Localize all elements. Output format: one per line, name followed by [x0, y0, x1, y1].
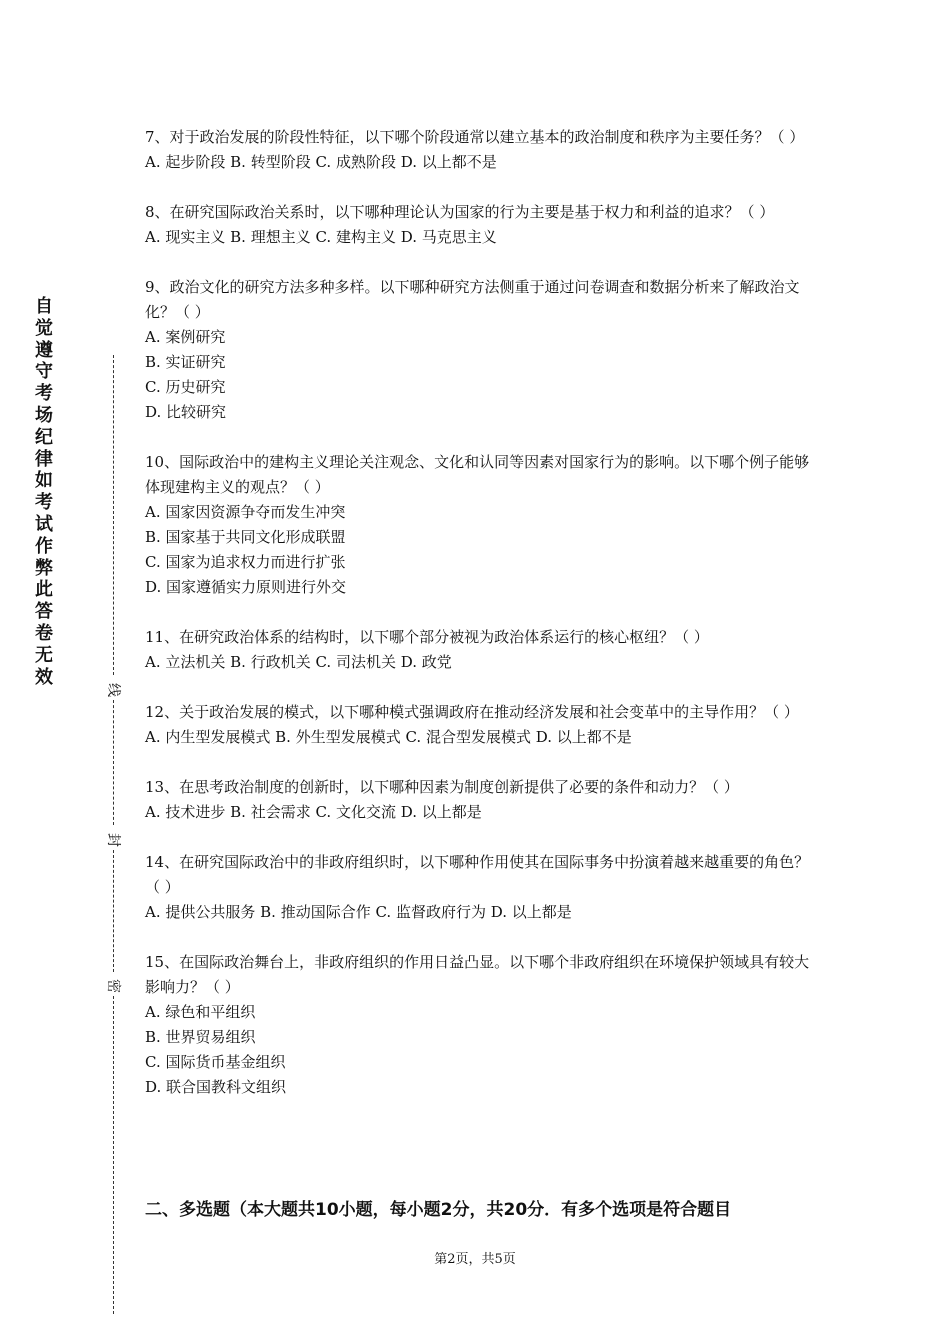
question-item	[145, 625, 815, 675]
question-item	[145, 450, 815, 600]
question-options: A. 起步阶段 B. 转型阶段 C. 成熟阶段 D. 以上都不是	[145, 153, 497, 171]
question-options: A. 技术进步 B. 社会需求 C. 文化交流 D. 以上都是	[145, 803, 482, 821]
page-footer: 第2页，共5页	[434, 1252, 516, 1267]
question-options: D. 比较研究	[145, 403, 227, 421]
question-options: A. 立法机关 B. 行政机关 C. 司法机关 D. 政党	[145, 653, 452, 671]
question-options: C. 国家为追求权力而进行扩张	[145, 553, 346, 571]
question-options: C. 国际货币基金组织	[145, 1053, 286, 1071]
question-options: D. 国家遵循实力原则进行外交	[145, 578, 347, 596]
question-options: B. 实证研究	[145, 353, 226, 371]
binding-label-line: 线	[104, 682, 124, 698]
question-stem: 12、关于政治发展的模式，以下哪种模式强调政府在推动经济发展和社会变革中的主导作用？（ ）	[145, 703, 799, 721]
question-options: D. 联合国教科文组织	[145, 1078, 287, 1096]
question-stem: 7、对于政治发展的阶段性特征，以下哪个阶段通常以建立基本的政治制度和秩序为主要任务？（ ）	[145, 128, 805, 146]
question-options: B. 世界贸易组织	[145, 1028, 256, 1046]
question-stem: 10、国际政治中的建构主义理论关注观念、文化和认同等因素对国家行为的影响。以下哪个例子能够体现建构主义的观点？（ ）	[145, 453, 810, 496]
section-heading: 二、多选题（本大题共10小题，每小题2分，共20分．有多个选项是符合题目	[145, 1200, 732, 1220]
question-stem: 8、在研究国际政治关系时，以下哪种理论认为国家的行为主要是基于权力和利益的追求？（ ）	[145, 203, 775, 221]
exam-discipline-notice: 自觉遵守考场纪律如考试作弊此答卷无效	[35, 296, 53, 688]
question-item	[145, 775, 815, 825]
binding-label-seal: 封	[104, 832, 124, 848]
question-options: A. 绿色和平组织	[145, 1003, 256, 1021]
binding-line-segment	[113, 355, 114, 675]
question-item	[145, 700, 815, 750]
question-options: A. 现实主义 B. 理想主义 C. 建构主义 D. 马克思主义	[145, 228, 497, 246]
question-list	[145, 125, 815, 1125]
question-options: A. 内生型发展模式 B. 外生型发展模式 C. 混合型发展模式 D. 以上都不是	[145, 728, 632, 746]
question-item	[145, 275, 815, 425]
question-item	[145, 200, 815, 250]
binding-line-segment	[113, 700, 114, 825]
binding-label-secret: 密	[104, 978, 124, 994]
binding-line-segment	[113, 850, 114, 972]
question-item	[145, 950, 815, 1100]
question-stem: 15、在国际政治舞台上，非政府组织的作用日益凸显。以下哪个非政府组织在环境保护领域具有较大影响力？（ ）	[145, 953, 810, 996]
question-options: C. 历史研究	[145, 378, 226, 396]
question-options: A. 国家因资源争夺而发生冲突	[145, 503, 346, 521]
question-stem: 9、政治文化的研究方法多种多样。以下哪种研究方法侧重于通过问卷调查和数据分析来了解政治文化？（ ）	[145, 278, 800, 321]
question-stem: 14、在研究国际政治中的非政府组织时，以下哪种作用使其在国际事务中扮演着越来越重要的角色？（ ）	[145, 853, 810, 896]
question-options: A. 提供公共服务 B. 推动国际合作 C. 监督政府行为 D. 以上都是	[145, 903, 572, 921]
question-item	[145, 850, 815, 925]
question-options: B. 国家基于共同文化形成联盟	[145, 528, 346, 546]
question-item	[145, 125, 815, 175]
question-options: A. 案例研究	[145, 328, 226, 346]
question-stem: 11、在研究政治体系的结构时，以下哪个部分被视为政治体系运行的核心枢纽？（ ）	[145, 628, 709, 646]
question-stem: 13、在思考政治制度的创新时，以下哪种因素为制度创新提供了必要的条件和动力？（ ）	[145, 778, 739, 796]
